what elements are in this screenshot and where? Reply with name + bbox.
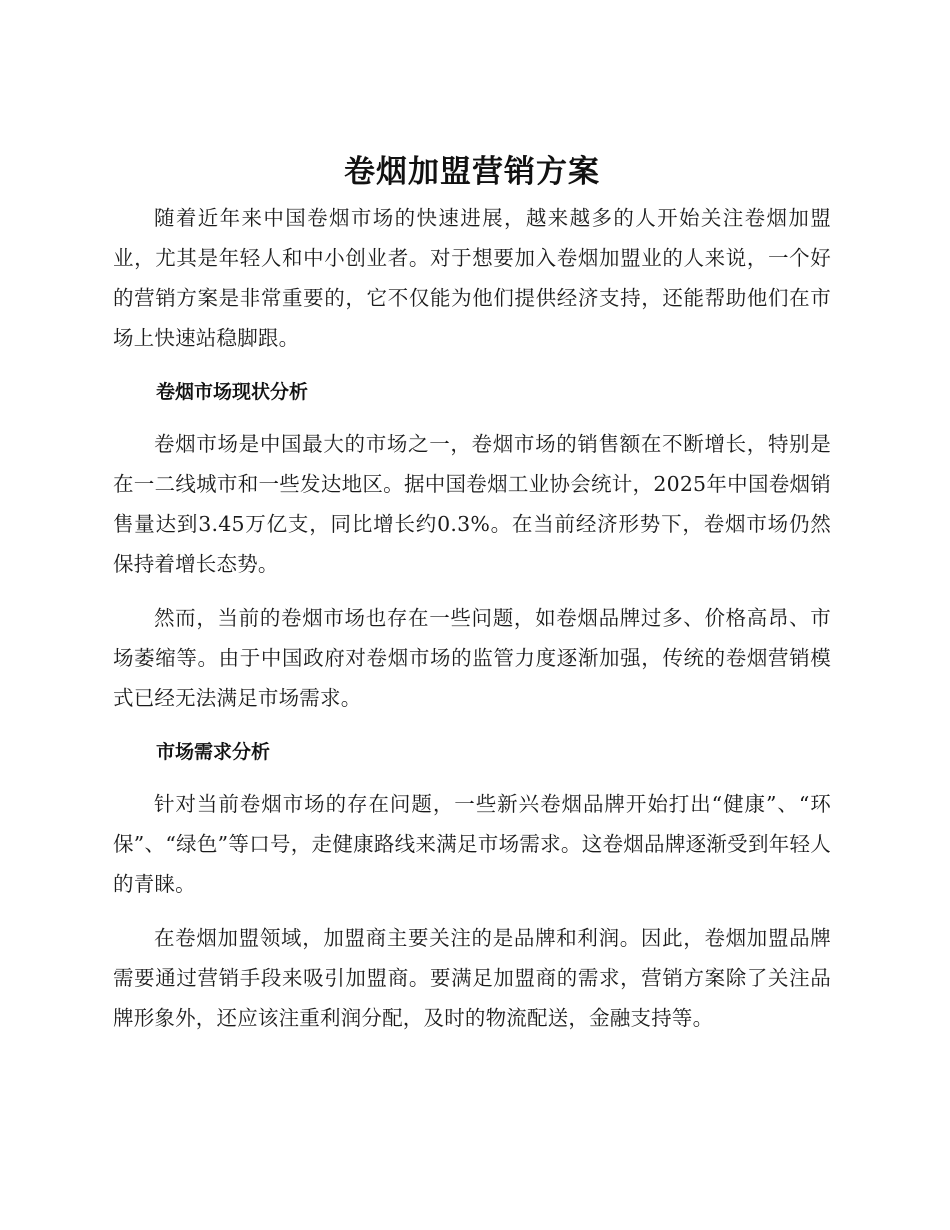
document-title: 卷烟加盟营销方案 — [344, 154, 600, 190]
section-heading-market-demand: 市场需求分析 — [156, 741, 271, 763]
market-demand-paragraph-2: 在卷烟加盟领域，加盟商主要关注的是品牌和利润。因此，卷烟加盟品牌需要通过营销手段来吸引加盟商。要满足加盟商的需求，营销方案除了关注品牌形象外，还应该注重利润分配，及时的物流配送，金融支持等。 — [113, 926, 831, 1030]
market-demand-paragraph-1: 针对当前卷烟市场的存在问题，一些新兴卷烟品牌开始打出“健康”、“环保”、“绿色”等口号，走健康路线来满足市场需求。这卷烟品牌逐渐受到年轻人的青睐。 — [113, 792, 831, 896]
document-page — [113, 148, 831, 1052]
market-status-paragraph-1: 卷烟市场是中国最大的市场之一，卷烟市场的销售额在不断增长，特别是在一二线城市和一些发达地区。据中国卷烟工业协会统计，2025年中国卷烟销售量达到3.45万亿支，同比增长约0.3%。在当前经济形势下，卷烟市场仍然保持着增长态势。 — [113, 432, 831, 576]
market-status-paragraph-2: 然而，当前的卷烟市场也存在一些问题，如卷烟品牌过多、价格高昂、市场萎缩等。由于中国政府对卷烟市场的监管力度逐渐加强，传统的卷烟营销模式已经无法满足市场需求。 — [113, 606, 831, 710]
intro-paragraph: 随着近年来中国卷烟市场的快速进展，越来越多的人开始关注卷烟加盟业，尤其是年轻人和中小创业者。对于想要加入卷烟加盟业的人来说，一个好的营销方案是非常重要的，它不仅能为他们提供经济支持，还能帮助他们在市场上快速站稳脚跟。 — [113, 206, 831, 350]
section-heading-market-status: 卷烟市场现状分析 — [156, 381, 309, 403]
